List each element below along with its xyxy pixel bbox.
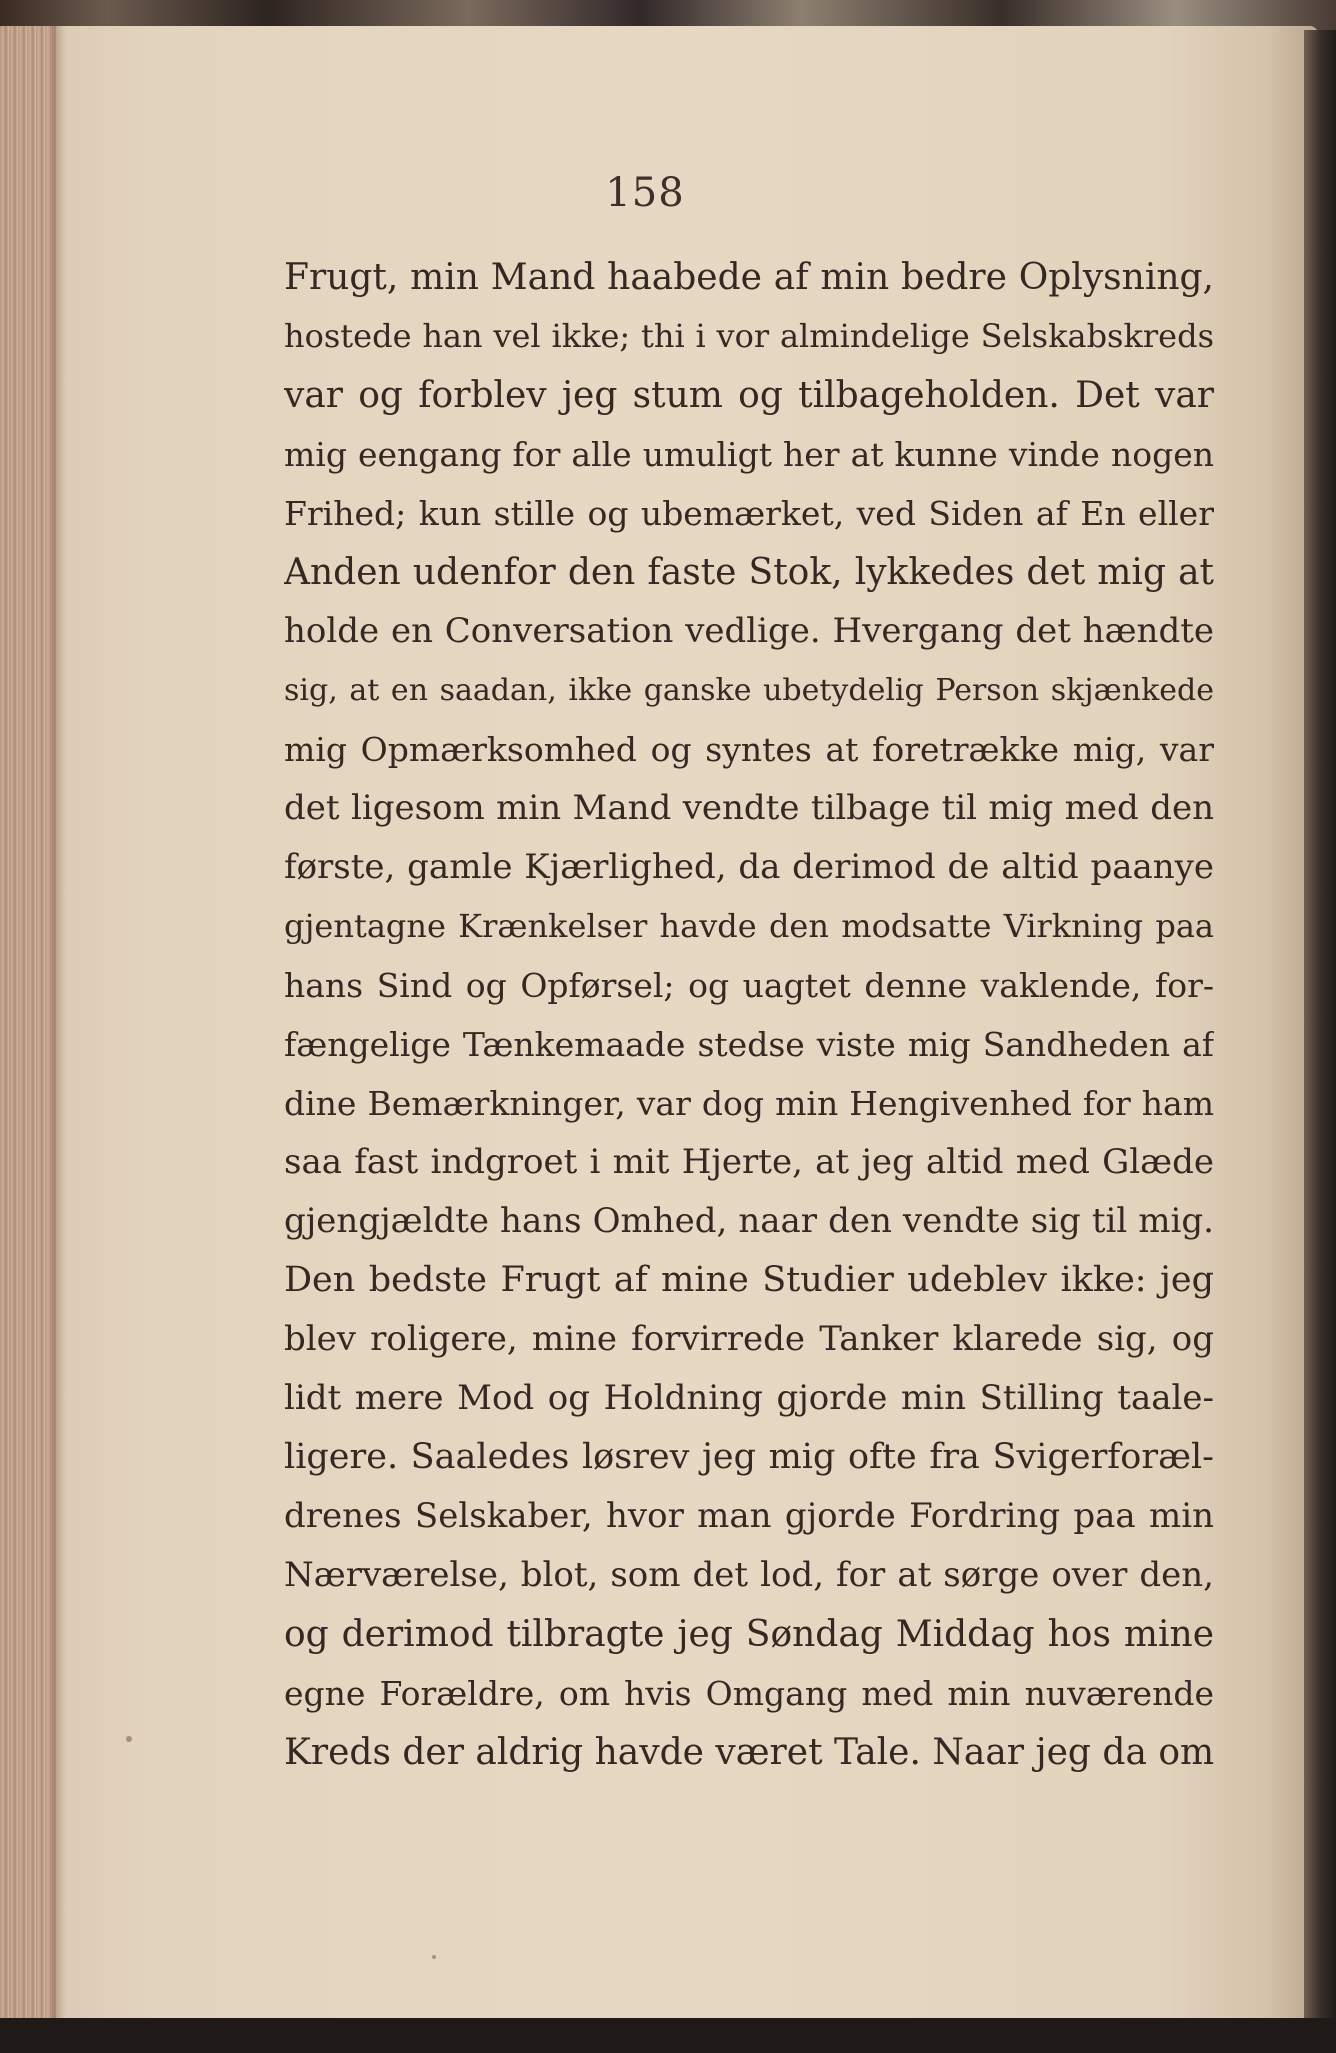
- text-line: saa fast indgroet i mit Hjerte, at jeg altid med Glæde: [284, 1142, 1214, 1182]
- page-right-edge: [1304, 30, 1336, 2020]
- text-line: dine Bemærkninger, var dog min Hengivenhed for ham: [284, 1084, 1214, 1123]
- text-line: første, gamle Kjærlighed, da derimod de altid paanye: [284, 847, 1214, 887]
- text-line: blev roligere, mine forvirrede Tanker klarede sig, og: [284, 1319, 1214, 1359]
- book-bottom-edge: [0, 2018, 1336, 2053]
- gutter-shadow: [52, 26, 66, 2021]
- text-line: Anden udenfor den faste Stok, lykkedes det mig at: [284, 552, 1214, 593]
- text-line: mig eengang for alle umuligt her at kunne vinde nogen: [284, 435, 1214, 474]
- book-binding: [0, 26, 56, 2021]
- text-line: gjentagne Krænkelser havde den modsatte Virkning paa: [284, 907, 1214, 945]
- text-line: fængelige Tænkemaade stedse viste mig Sandheden af: [284, 1025, 1214, 1064]
- text-line: Den bedste Frugt af mine Studier udeblev ikke: jeg: [284, 1260, 1214, 1300]
- text-line: Kreds der aldrig havde været Tale. Naar jeg da om: [284, 1732, 1214, 1773]
- text-line: lidt mere Mod og Holdning gjorde min Stilling taale-: [284, 1378, 1214, 1418]
- paper-speck: [126, 1736, 132, 1742]
- text-line: holde en Conversation vedlige. Hvergang det hændte: [284, 611, 1214, 651]
- text-line: Frugt, min Mand haabede af min bedre Oplysning,: [284, 257, 1214, 298]
- text-line: mig Opmærksomhed og syntes at foretrække mig, var: [284, 730, 1214, 769]
- text-line: ligere. Saaledes løsrev jeg mig ofte fra Svigerforæl-: [284, 1437, 1214, 1477]
- text-line: Frihed; kun stille og ubemærket, ved Siden af En eller: [284, 494, 1214, 533]
- text-line: gjengjældte hans Omhed, naar den vendte sig til mig.: [284, 1201, 1214, 1241]
- text-line: egne Forældre, om hvis Omgang med min nuværende: [284, 1674, 1214, 1713]
- paper-speck: [432, 1955, 436, 1959]
- text-line: hans Sind og Opførsel; og uagtet denne vaklende, for-: [284, 966, 1214, 1005]
- text-line: og derimod tilbragte jeg Søndag Middag hos mine: [284, 1614, 1214, 1655]
- body-text: [284, 248, 1214, 1782]
- page-number: 158: [605, 170, 685, 216]
- text-line: det ligesom min Mand vendte tilbage til mig med den: [284, 788, 1214, 828]
- text-line: hostede han vel ikke; thi i vor almindelige Selskabskreds: [284, 317, 1214, 355]
- text-line: var og forblev jeg stum og tilbageholden. Det var: [284, 375, 1214, 416]
- text-line: sig, at en saadan, ikke ganske ubetydelig Person skjænkede: [284, 673, 1214, 708]
- text-line: drenes Selskaber, hvor man gjorde Fordring paa min: [284, 1496, 1214, 1536]
- text-line: Nærværelse, blot, som det lod, for at sørge over den,: [284, 1555, 1214, 1595]
